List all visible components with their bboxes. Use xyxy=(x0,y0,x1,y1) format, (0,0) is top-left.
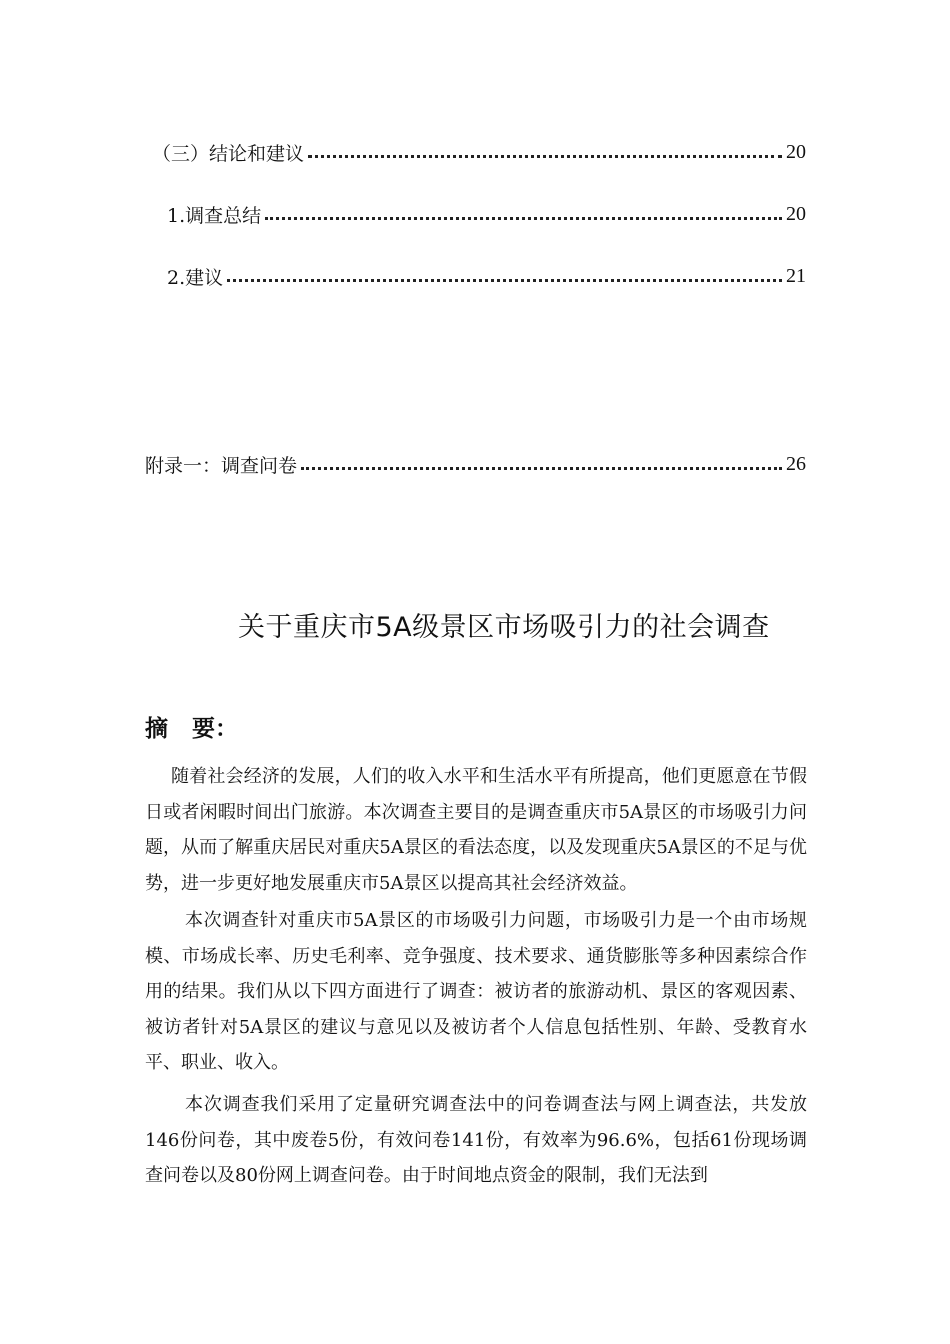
document-title: 关于重庆市5A级景区市场吸引力的社会调查 xyxy=(238,612,770,643)
toc-leader-dots xyxy=(301,467,782,470)
toc-entry-label: 2.建议 xyxy=(167,266,224,289)
abstract-paragraph: 本次调查我们采用了定量研究调查法中的问卷调查法与网上调查法，共发放146份问卷，其中废卷5份，有效问卷141份，有效率为96.6%，包括61份现场调查问卷以及80份网上调查问卷。由于时间地点资金的限制，我们无法到 xyxy=(145,1094,807,1186)
toc-entry[interactable] xyxy=(152,137,806,167)
toc-entry[interactable] xyxy=(145,449,806,479)
toc-leader-dots xyxy=(227,279,782,282)
abstract-paragraph: 本次调查针对重庆市5A景区的市场吸引力问题，市场吸引力是一个由市场规模、市场成长率、历史毛利率、竞争强度、技术要求、通货膨胀等多种因素综合作用的结果。我们从以下四方面进行了调查：被访者的旅游动机、景区的客观因素、被访者针对5A景区的建议与意见以及被访者个人信息包括性别、年龄、受教育水平、职业、收入。 xyxy=(145,910,807,1073)
toc-entry-page: 20 xyxy=(786,140,806,163)
toc-entry-page: 20 xyxy=(786,202,806,225)
toc-entry[interactable] xyxy=(167,261,806,291)
toc-entry-label: （三）结论和建议 xyxy=(152,142,305,165)
toc-entry[interactable] xyxy=(167,199,806,229)
toc-entry-label: 附录一：调查问卷 xyxy=(145,454,298,477)
toc-entry-page: 21 xyxy=(786,264,806,287)
toc-entry-label: 1.调查总结 xyxy=(167,204,262,227)
abstract-heading: 摘 要： xyxy=(145,716,239,742)
toc-entry-page: 26 xyxy=(786,452,806,475)
abstract-paragraph: 随着社会经济的发展，人们的收入水平和生活水平有所提高，他们更愿意在节假日或者闲暇时间出门旅游。本次调查主要目的是调查重庆市5A景区的市场吸引力问题，从而了解重庆居民对重庆5A景区的看法态度，以及发现重庆5A景区的不足与优势，进一步更好地发展重庆市5A景区以提高其社会经济效益。 xyxy=(145,766,807,894)
toc-leader-dots xyxy=(308,155,782,158)
toc-leader-dots xyxy=(265,217,782,220)
